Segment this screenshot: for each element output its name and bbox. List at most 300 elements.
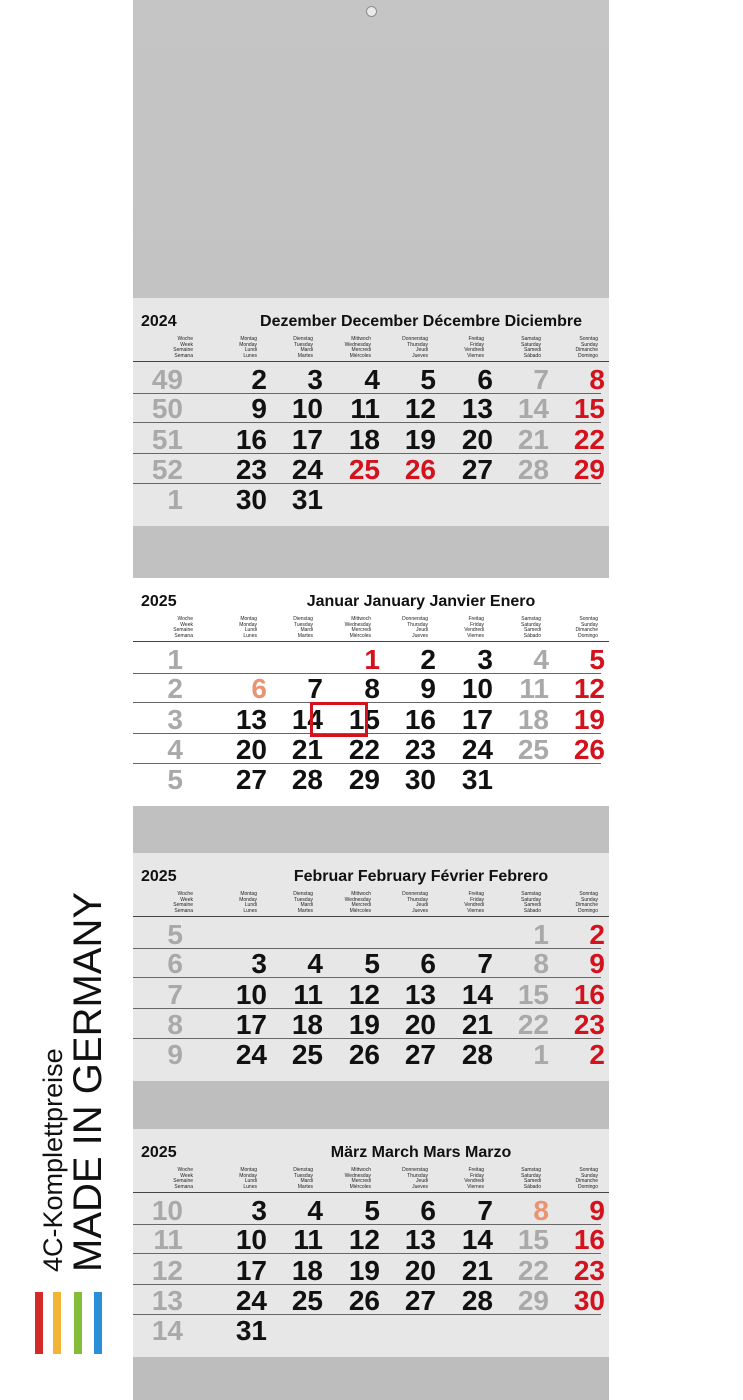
day-number: 17	[461, 704, 493, 735]
day-number: 24	[461, 734, 493, 765]
day-number: 8	[589, 364, 605, 395]
day-number: 16	[235, 424, 267, 455]
sheet-year: 2025	[141, 868, 177, 885]
day-number: 28	[517, 454, 549, 485]
day-name-label: Vendredi	[464, 1178, 484, 1185]
day-name-label: Mardi	[300, 902, 313, 909]
day-name-header	[253, 337, 313, 359]
day-name-header	[311, 892, 371, 914]
day-number: 6	[251, 673, 267, 704]
day-number: 10	[461, 673, 493, 704]
day-name-header	[368, 337, 428, 359]
day-number: 27	[404, 1285, 436, 1316]
day-name-label: Miércoles	[349, 352, 371, 359]
day-number: 25	[517, 734, 549, 765]
day-name-label: Week	[180, 896, 193, 903]
day-name-label: Montag	[240, 616, 257, 622]
sheet-month-title: Februar February Février Febrero	[293, 868, 549, 885]
month-sheet	[133, 578, 609, 806]
day-number: 4	[533, 644, 549, 675]
day-name-label: Saturday	[520, 341, 541, 348]
day-number: 5	[364, 1195, 380, 1226]
day-name-label: Viernes	[467, 632, 484, 639]
day-name-label: Saturday	[520, 896, 541, 903]
day-name-label: Friday	[470, 621, 484, 628]
day-name-label: Viernes	[467, 352, 484, 359]
day-number: 17	[235, 1255, 267, 1286]
day-number: 24	[235, 1285, 267, 1316]
day-name-label: Domingo	[577, 1183, 598, 1190]
day-name-label: Mercredi	[351, 1178, 371, 1185]
week-number: 3	[167, 704, 183, 735]
day-name-label: Sábado	[523, 1183, 541, 1190]
day-number: 1	[533, 919, 549, 950]
day-number: 30	[573, 1285, 605, 1316]
day-name-label: Jueves	[412, 632, 428, 639]
day-name-label: Woche	[177, 1167, 193, 1173]
day-number: 18	[291, 1009, 323, 1040]
day-number: 17	[291, 424, 323, 455]
day-name-header	[481, 337, 541, 359]
day-name-header	[424, 617, 484, 639]
month-sheet	[133, 853, 609, 1081]
day-name-label: Monday	[239, 1172, 257, 1179]
day-name-label: Miércoles	[349, 907, 371, 914]
day-name-label: Mardi	[300, 347, 313, 354]
day-number: 20	[235, 734, 267, 765]
day-name-label: Donnerstag	[402, 891, 428, 897]
day-number: 8	[364, 673, 380, 704]
week-number: 13	[151, 1285, 183, 1316]
day-name-label: Friday	[470, 341, 484, 348]
day-name-label: Samedi	[524, 347, 541, 354]
day-name-label: Monday	[239, 621, 257, 628]
day-name-label: Montag	[240, 336, 257, 342]
day-name-label: Viernes	[467, 1183, 484, 1190]
day-number: 2	[420, 644, 436, 675]
week-number: 12	[151, 1255, 183, 1286]
week-number: 1	[167, 644, 183, 675]
day-name-label: Samedi	[524, 627, 541, 634]
day-name-header	[368, 892, 428, 914]
day-name-label: Jeudi	[416, 347, 428, 354]
day-name-label: Jeudi	[416, 627, 428, 634]
day-number: 26	[348, 1039, 380, 1070]
day-number: 21	[461, 1255, 493, 1286]
day-name-label: Week	[180, 621, 193, 628]
day-number: 9	[589, 948, 605, 979]
day-name-label: Thursday	[407, 896, 428, 903]
day-name-label: Martes	[297, 1183, 313, 1190]
day-name-label: Friday	[470, 896, 484, 903]
day-number: 14	[517, 393, 549, 424]
side-text-complete-prices: 4C-Komplettpreise	[38, 1048, 68, 1272]
day-number: 20	[461, 424, 493, 455]
week-number: 5	[167, 919, 183, 950]
week-number: 51	[151, 424, 183, 455]
day-name-label: Thursday	[407, 341, 428, 348]
day-name-label: Saturday	[520, 621, 541, 628]
day-name-label: Monday	[239, 341, 257, 348]
day-name-label: Thursday	[407, 621, 428, 628]
day-number: 14	[461, 1224, 493, 1255]
day-name-label: Lunes	[243, 352, 257, 359]
day-number: 11	[350, 393, 380, 424]
week-number: 1	[167, 484, 183, 515]
day-name-label: Freitag	[468, 1167, 484, 1173]
day-name-label: Lundi	[244, 902, 257, 909]
day-number: 12	[404, 393, 436, 424]
header-divider	[133, 361, 609, 362]
day-number: 24	[235, 1039, 267, 1070]
day-name-header	[538, 337, 598, 359]
day-name-label: Lundi	[244, 347, 257, 354]
day-name-label: Lunes	[243, 1183, 257, 1190]
day-number: 9	[420, 673, 436, 704]
color-stripe-green	[74, 1292, 82, 1354]
day-number: 16	[573, 1224, 605, 1255]
day-name-label: Mercredi	[351, 627, 371, 634]
day-name-label: Freitag	[468, 891, 484, 897]
day-name-label: Lundi	[244, 627, 257, 634]
color-stripe-blue	[94, 1292, 102, 1354]
day-name-header	[424, 892, 484, 914]
day-number: 26	[573, 734, 605, 765]
day-name-label: Mittwoch	[351, 1167, 371, 1173]
day-number: 1	[533, 1039, 549, 1070]
day-name-label: Mardi	[300, 1178, 313, 1185]
day-number: 23	[235, 454, 267, 485]
week-number: 2	[167, 673, 183, 704]
day-number: 11	[519, 673, 549, 704]
day-name-label: Mardi	[300, 627, 313, 634]
day-name-label: Donnerstag	[402, 1167, 428, 1173]
day-name-header	[311, 337, 371, 359]
day-name-label: Sábado	[523, 352, 541, 359]
day-name-label: Freitag	[468, 616, 484, 622]
day-number: 9	[589, 1195, 605, 1226]
hanging-hole	[366, 6, 377, 17]
day-name-label: Martes	[297, 632, 313, 639]
day-number: 22	[573, 424, 605, 455]
day-number: 27	[404, 1039, 436, 1070]
day-name-label: Samstag	[521, 616, 541, 622]
day-name-label: Jeudi	[416, 902, 428, 909]
day-number: 9	[251, 393, 267, 424]
day-number: 5	[420, 364, 436, 395]
day-number: 23	[404, 734, 436, 765]
day-number: 28	[291, 764, 323, 795]
day-number: 2	[589, 1039, 605, 1070]
week-number: 50	[151, 393, 183, 424]
day-name-label: Samstag	[521, 891, 541, 897]
day-number: 10	[235, 979, 267, 1010]
day-number: 15	[517, 979, 549, 1010]
day-number: 13	[404, 1224, 436, 1255]
day-name-label: Semana	[174, 632, 193, 639]
day-name-label: Friday	[470, 1172, 484, 1179]
day-number: 10	[235, 1224, 267, 1255]
day-number: 6	[420, 1195, 436, 1226]
day-name-label: Mittwoch	[351, 891, 371, 897]
day-name-label: Vendredi	[464, 627, 484, 634]
day-number: 19	[348, 1255, 380, 1286]
day-name-header	[368, 1168, 428, 1190]
day-name-label: Monday	[239, 896, 257, 903]
day-number: 10	[291, 393, 323, 424]
day-name-label: Semaine	[173, 347, 193, 354]
day-number: 2	[251, 364, 267, 395]
day-number: 21	[291, 734, 323, 765]
sheet-month-title: Dezember December Décembre Diciembre	[260, 313, 582, 330]
day-name-header	[481, 617, 541, 639]
day-name-label: Samstag	[521, 1167, 541, 1173]
day-number: 14	[461, 979, 493, 1010]
day-number: 22	[348, 734, 380, 765]
day-name-label: Freitag	[468, 336, 484, 342]
day-number: 31	[291, 484, 323, 515]
day-name-label: Sábado	[523, 907, 541, 914]
day-name-label: Week	[180, 341, 193, 348]
day-name-label: Mittwoch	[351, 616, 371, 622]
day-number: 7	[477, 948, 493, 979]
day-number: 31	[235, 1315, 267, 1346]
day-number: 7	[533, 364, 549, 395]
day-name-label: Miércoles	[349, 1183, 371, 1190]
header-divider	[133, 641, 609, 642]
day-number: 11	[293, 979, 323, 1010]
day-name-label: Tuesday	[294, 341, 313, 348]
week-number: 5	[167, 764, 183, 795]
day-name-header	[197, 892, 257, 914]
day-name-header	[368, 617, 428, 639]
day-number: 5	[589, 644, 605, 675]
day-number: 4	[307, 1195, 323, 1226]
day-number: 11	[293, 1224, 323, 1255]
week-number: 52	[151, 454, 183, 485]
day-name-label: Martes	[297, 907, 313, 914]
day-name-label: Semana	[174, 352, 193, 359]
day-number: 17	[235, 1009, 267, 1040]
day-name-label: Sábado	[523, 632, 541, 639]
today-highlight-box	[310, 702, 368, 737]
day-name-label: Dienstag	[293, 1167, 313, 1173]
day-name-header	[133, 617, 193, 639]
day-name-label: Sonntag	[579, 1167, 598, 1173]
sheet-year: 2025	[141, 1144, 177, 1161]
day-name-label: Sunday	[581, 896, 598, 903]
day-number: 18	[291, 1255, 323, 1286]
day-number: 13	[235, 704, 267, 735]
day-number: 3	[251, 1195, 267, 1226]
day-name-label: Lundi	[244, 1178, 257, 1185]
day-name-label: Jeudi	[416, 1178, 428, 1185]
day-number: 1	[364, 644, 380, 675]
day-name-label: Tuesday	[294, 1172, 313, 1179]
day-name-label: Sunday	[581, 1172, 598, 1179]
day-number: 3	[477, 644, 493, 675]
day-name-header	[538, 892, 598, 914]
day-number: 19	[348, 1009, 380, 1040]
day-number: 22	[517, 1255, 549, 1286]
week-number: 9	[167, 1039, 183, 1070]
day-number: 22	[517, 1009, 549, 1040]
day-name-header	[197, 617, 257, 639]
day-name-label: Jueves	[412, 907, 428, 914]
header-divider	[133, 916, 609, 917]
week-number: 10	[151, 1195, 183, 1226]
day-name-label: Week	[180, 1172, 193, 1179]
day-number: 8	[533, 948, 549, 979]
day-name-label: Vendredi	[464, 902, 484, 909]
day-number: 8	[533, 1195, 549, 1226]
week-number: 7	[167, 979, 183, 1010]
day-name-label: Montag	[240, 1167, 257, 1173]
day-name-label: Samedi	[524, 902, 541, 909]
day-name-label: Woche	[177, 891, 193, 897]
day-name-label: Sonntag	[579, 616, 598, 622]
day-name-label: Wednesday	[344, 621, 371, 628]
day-number: 21	[461, 1009, 493, 1040]
day-number: 16	[573, 979, 605, 1010]
day-name-label: Dimanche	[575, 1178, 598, 1185]
day-name-label: Semaine	[173, 1178, 193, 1185]
day-number: 19	[573, 704, 605, 735]
day-name-label: Dimanche	[575, 627, 598, 634]
day-name-label: Montag	[240, 891, 257, 897]
color-stripe-red	[35, 1292, 43, 1354]
day-name-header	[311, 1168, 371, 1190]
day-name-header	[311, 617, 371, 639]
day-name-label: Domingo	[577, 632, 598, 639]
day-name-label: Wednesday	[344, 1172, 371, 1179]
day-number: 28	[461, 1285, 493, 1316]
day-name-label: Sunday	[581, 621, 598, 628]
day-number: 7	[477, 1195, 493, 1226]
week-number: 14	[151, 1315, 183, 1346]
day-number: 27	[461, 454, 493, 485]
day-name-label: Sunday	[581, 341, 598, 348]
day-number: 31	[461, 764, 493, 795]
day-number: 4	[364, 364, 380, 395]
day-name-label: Woche	[177, 336, 193, 342]
day-name-label: Saturday	[520, 1172, 541, 1179]
day-name-header	[481, 1168, 541, 1190]
day-number: 3	[251, 948, 267, 979]
sheet-month-title: Januar January Janvier Enero	[306, 593, 536, 610]
day-number: 23	[573, 1255, 605, 1286]
day-name-label: Samedi	[524, 1178, 541, 1185]
day-name-label: Dienstag	[293, 616, 313, 622]
day-name-label: Dimanche	[575, 347, 598, 354]
day-name-label: Semaine	[173, 627, 193, 634]
day-name-label: Lunes	[243, 907, 257, 914]
day-name-label: Sonntag	[579, 891, 598, 897]
day-name-header	[253, 892, 313, 914]
day-number: 15	[573, 393, 605, 424]
day-name-header	[133, 892, 193, 914]
day-name-label: Donnerstag	[402, 336, 428, 342]
day-name-label: Dienstag	[293, 891, 313, 897]
day-number: 16	[404, 704, 436, 735]
week-number: 4	[167, 734, 183, 765]
day-number: 30	[235, 484, 267, 515]
day-name-label: Vendredi	[464, 347, 484, 354]
day-name-header	[133, 337, 193, 359]
day-number: 18	[517, 704, 549, 735]
day-name-label: Martes	[297, 352, 313, 359]
week-number: 49	[151, 364, 183, 395]
day-number: 12	[348, 979, 380, 1010]
color-stripe-yellow	[53, 1292, 61, 1354]
day-number: 29	[348, 764, 380, 795]
day-number: 2	[589, 919, 605, 950]
day-name-label: Mittwoch	[351, 336, 371, 342]
month-sheet	[133, 1129, 609, 1357]
day-name-label: Mercredi	[351, 347, 371, 354]
day-number: 29	[573, 454, 605, 485]
day-number: 20	[404, 1255, 436, 1286]
day-number: 30	[404, 764, 436, 795]
day-name-header	[197, 1168, 257, 1190]
day-name-label: Thursday	[407, 1172, 428, 1179]
day-number: 15	[348, 704, 380, 735]
day-name-label: Domingo	[577, 352, 598, 359]
day-number: 7	[307, 673, 323, 704]
day-number: 13	[404, 979, 436, 1010]
day-number: 28	[461, 1039, 493, 1070]
day-name-header	[253, 1168, 313, 1190]
day-number: 18	[348, 424, 380, 455]
day-name-label: Semana	[174, 1183, 193, 1190]
day-number: 21	[517, 424, 549, 455]
sheet-year: 2025	[141, 593, 177, 610]
day-name-header	[197, 337, 257, 359]
day-name-label: Dienstag	[293, 336, 313, 342]
day-name-label: Samstag	[521, 336, 541, 342]
day-name-header	[424, 337, 484, 359]
day-number: 19	[404, 424, 436, 455]
day-number: 12	[573, 673, 605, 704]
day-name-header	[133, 1168, 193, 1190]
day-name-label: Miércoles	[349, 632, 371, 639]
day-name-label: Semana	[174, 907, 193, 914]
day-name-label: Viernes	[467, 907, 484, 914]
day-name-label: Dimanche	[575, 902, 598, 909]
day-number: 24	[291, 454, 323, 485]
day-number: 29	[517, 1285, 549, 1316]
day-number: 25	[348, 454, 380, 485]
day-number: 3	[307, 364, 323, 395]
day-name-label: Jueves	[412, 1183, 428, 1190]
day-number: 5	[364, 948, 380, 979]
day-number: 25	[291, 1039, 323, 1070]
month-sheet	[133, 298, 609, 526]
day-name-label: Domingo	[577, 907, 598, 914]
day-name-label: Sonntag	[579, 336, 598, 342]
day-name-label: Tuesday	[294, 896, 313, 903]
day-name-label: Wednesday	[344, 896, 371, 903]
day-name-label: Lunes	[243, 632, 257, 639]
day-name-header	[253, 617, 313, 639]
day-name-label: Jueves	[412, 352, 428, 359]
day-number: 26	[404, 454, 436, 485]
week-number: 6	[167, 948, 183, 979]
day-number: 6	[477, 364, 493, 395]
day-name-label: Tuesday	[294, 621, 313, 628]
side-text-made-in-germany: MADE IN GERMANY	[66, 891, 110, 1272]
day-number: 12	[348, 1224, 380, 1255]
